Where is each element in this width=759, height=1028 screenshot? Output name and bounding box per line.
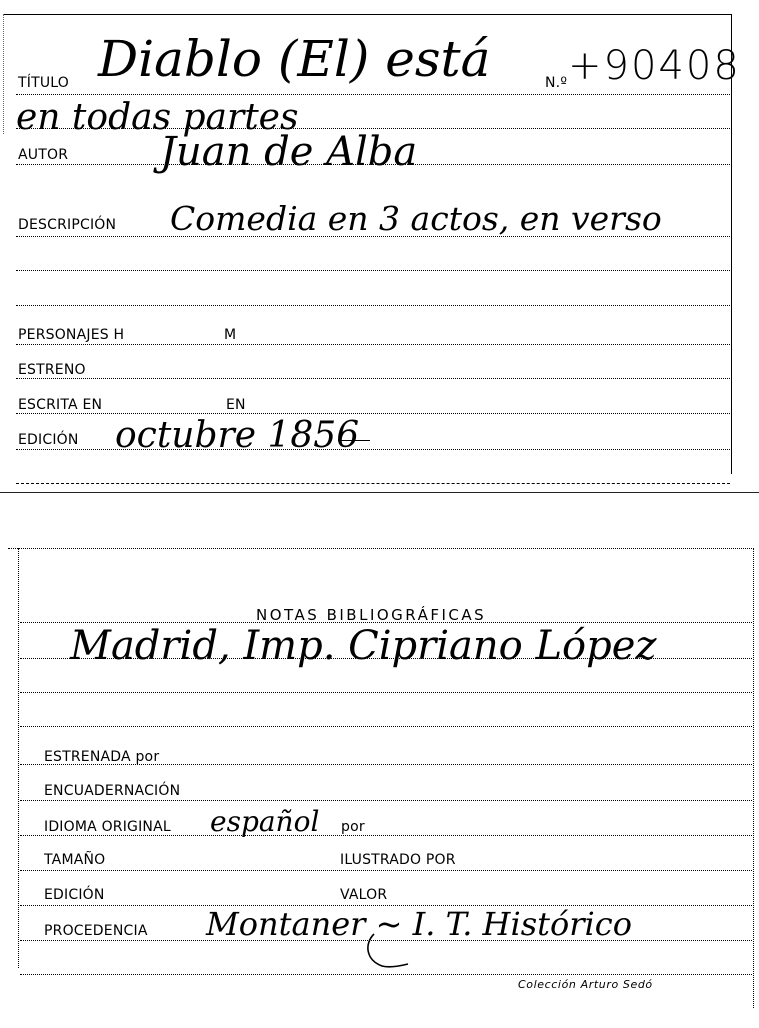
- titulo-value-line2: en todas partes: [16, 97, 299, 138]
- card-left-edge: [3, 14, 4, 134]
- back-edicion-label: EDICIÓN: [44, 887, 105, 903]
- edicion-value: octubre 1856: [115, 415, 360, 456]
- titulo-line: [16, 94, 730, 95]
- escrita-en-label: ESCRITA EN: [18, 397, 103, 413]
- descripcion-line: [16, 236, 730, 237]
- descripcion-line-2: [16, 270, 730, 271]
- edicion-label: EDICIÓN: [18, 432, 79, 448]
- numero-label: N.º: [545, 75, 568, 91]
- estreno-line: [16, 378, 730, 379]
- titulo-label: TÍTULO: [18, 75, 69, 91]
- back-right-border: [753, 548, 754, 1008]
- notas-line-4: [20, 726, 752, 727]
- autor-line: [16, 164, 730, 165]
- personajes-m-label: M: [224, 327, 237, 343]
- card-lower-dotted-line: [16, 483, 730, 484]
- ilustrado-label: ILUSTRADO POR: [340, 852, 456, 868]
- autor-value: Juan de Alba: [160, 129, 418, 175]
- autor-label: AUTOR: [18, 147, 69, 163]
- back-top-border: [8, 548, 754, 549]
- catalog-card-front: [0, 0, 759, 495]
- handwritten-flourish: [360, 930, 420, 980]
- encuadernacion-label: ENCUADERNACIÓN: [44, 783, 181, 799]
- notas-line-3: [20, 692, 752, 693]
- titulo-value-line1: Diablo (El) está: [98, 30, 491, 88]
- escrita-en-second-label: EN: [226, 397, 246, 413]
- estrenada-line: [20, 764, 752, 765]
- idioma-value: español: [210, 805, 320, 838]
- notas-heading: NOTAS BIBLIOGRÁFICAS: [256, 606, 487, 624]
- card-top-border: [4, 14, 732, 15]
- coleccion-credit: Colección Arturo Sedó: [518, 978, 653, 991]
- idioma-label: IDIOMA ORIGINAL: [44, 819, 171, 835]
- tamano-label: TAMAÑO: [44, 852, 106, 868]
- numero-value: +90408: [568, 43, 741, 89]
- idioma-por-label: por: [341, 819, 365, 835]
- catalog-card-back: [0, 540, 759, 1028]
- descripcion-label: DESCRIPCIÓN: [18, 217, 117, 233]
- estreno-label: ESTRENO: [18, 362, 86, 378]
- estrenada-label: ESTRENADA por: [44, 749, 160, 765]
- back-left-border: [18, 548, 19, 968]
- valor-label: VALOR: [340, 887, 388, 903]
- tamano-line: [20, 870, 752, 871]
- procedencia-value: Montaner ~ I. T. Histórico: [206, 905, 632, 943]
- notas-line-2: [20, 658, 752, 659]
- escrita-en-line: [16, 413, 730, 414]
- descripcion-value: Comedia en 3 actos, en verso: [170, 199, 662, 238]
- personajes-label: PERSONAJES H: [18, 327, 125, 343]
- back-bottom-line: [20, 974, 752, 975]
- edicion-line: [16, 449, 730, 450]
- notas-value: Madrid, Imp. Cipriano López: [70, 623, 657, 669]
- encuadernacion-line: [20, 800, 752, 801]
- edicion-underline: [338, 440, 370, 441]
- personajes-line: [16, 344, 730, 345]
- card-bottom-border: [0, 492, 759, 493]
- procedencia-label: PROCEDENCIA: [44, 923, 148, 939]
- descripcion-line-3: [16, 305, 730, 306]
- idioma-line: [20, 835, 752, 836]
